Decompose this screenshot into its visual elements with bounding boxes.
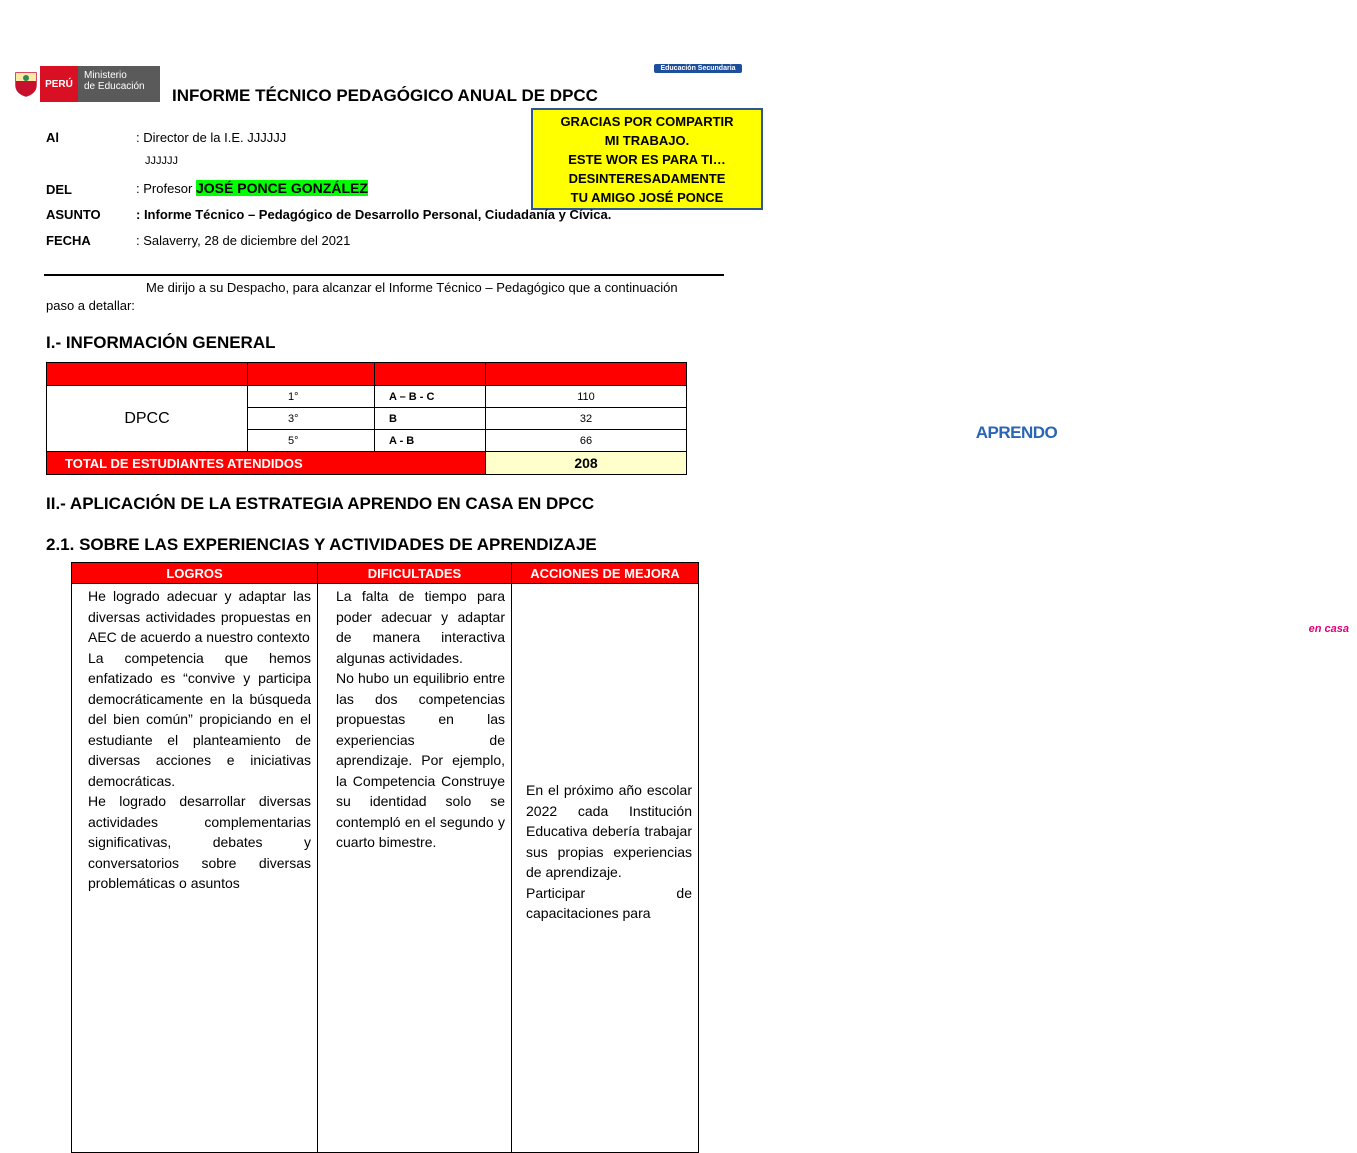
ministry-logo xyxy=(12,66,160,102)
dificultades-cell: La falta de tiempo para poder adecuar y adaptar de manera interactiva algunas actividades. No hubo un equilibrio entre las dos competencias propuestas en las experiencias de aprendizaje. Por ejemplo, la Competencia Construye su identidad solo se contempló en el segundo y cuarto bimestre. xyxy=(318,584,512,1153)
divider xyxy=(44,274,724,276)
total-value: 208 xyxy=(486,452,687,475)
al-value-2: JJJJJJ xyxy=(145,155,178,167)
al-label: Al xyxy=(46,130,59,145)
total-row xyxy=(47,452,687,475)
peru-label: PERÚ xyxy=(40,66,78,102)
area-cell: DPCC xyxy=(47,386,248,452)
al-value: : Director de la I.E. JJJJJJ xyxy=(136,130,287,145)
col-dificultades: DIFICULTADES xyxy=(318,563,512,584)
acciones-cell: En el próximo año escolar 2022 cada Institución Educativa debería trabajar sus propias experiencias de aprendizaje. Participar de capacitaciones para xyxy=(512,584,699,1153)
table-row: DPCC 1° A – B - C 110 xyxy=(47,386,687,408)
ministry-label: Ministerio de Educación xyxy=(78,66,160,102)
general-info-table xyxy=(46,362,687,475)
fecha-value: : Salaverry, 28 de diciembre del 2021 xyxy=(136,233,351,248)
total-label: TOTAL DE ESTUDIANTES ATENDIDOS xyxy=(47,452,486,475)
coat-of-arms-icon xyxy=(12,66,40,102)
asunto-label: ASUNTO xyxy=(46,207,101,222)
report-title: INFORME TÉCNICO PEDAGÓGICO ANUAL DE DPCC xyxy=(172,86,598,105)
subsection-2-1-heading: 2.1. SOBRE LAS EXPERIENCIAS Y ACTIVIDADES DE APRENDIZAJE xyxy=(46,535,597,554)
col-acciones: ACCIONES DE MEJORA xyxy=(512,563,699,584)
section-2-heading: II.- APLICACIÓN DE LA ESTRATEGIA APRENDO EN CASA EN DPCC xyxy=(46,494,595,513)
teacher-name: JOSÉ PONCE GONZÁLEZ xyxy=(195,180,368,196)
section-1-heading: I.- INFORMACIÓN GENERAL xyxy=(46,333,276,352)
fecha-label: FECHA xyxy=(46,233,91,248)
del-label: DEL xyxy=(46,182,72,197)
logros-cell: He logrado adecuar y adaptar las diversas actividades propuestas en AEC de acuerdo a nuestro contexto La competencia que hemos enfatizado es “convive y participa democráticamente en la búsqueda del bien común” propiciando en el estudiante el planteamiento de diversas acciones e iniciativas democráticas. He logrado desarrollar diversas actividades complementarias significativas, debates y conversatorios sobre diversas problemáticas o asuntos xyxy=(72,584,318,1153)
aprendo-en-casa-logo: APRENDO en casa Educación Secundaria xyxy=(650,62,746,102)
intro-paragraph: Me dirijo a su Despacho, para alcanzar el Informe Técnico – Pedagógico que a continuación paso a detallar: xyxy=(46,280,678,313)
del-value: : Profesor JOSÉ PONCE GONZÁLEZ xyxy=(136,180,368,196)
table-row: 5° A - B 66 xyxy=(47,430,687,452)
experiences-table xyxy=(71,562,699,1153)
col-logros: LOGROS xyxy=(72,563,318,584)
table-header-row xyxy=(47,363,687,386)
asunto-value: : Informe Técnico – Pedagógico de Desarrollo Personal, Ciudadanía y Cívica. xyxy=(136,207,612,222)
notice-box: GRACIAS POR COMPARTIR MI TRABAJO. ESTE WOR ES PARA TI… DESINTERESADAMENTE TU AMIGO JOSÉ PONCE xyxy=(531,108,763,210)
table-row: 3° B 32 xyxy=(47,408,687,430)
